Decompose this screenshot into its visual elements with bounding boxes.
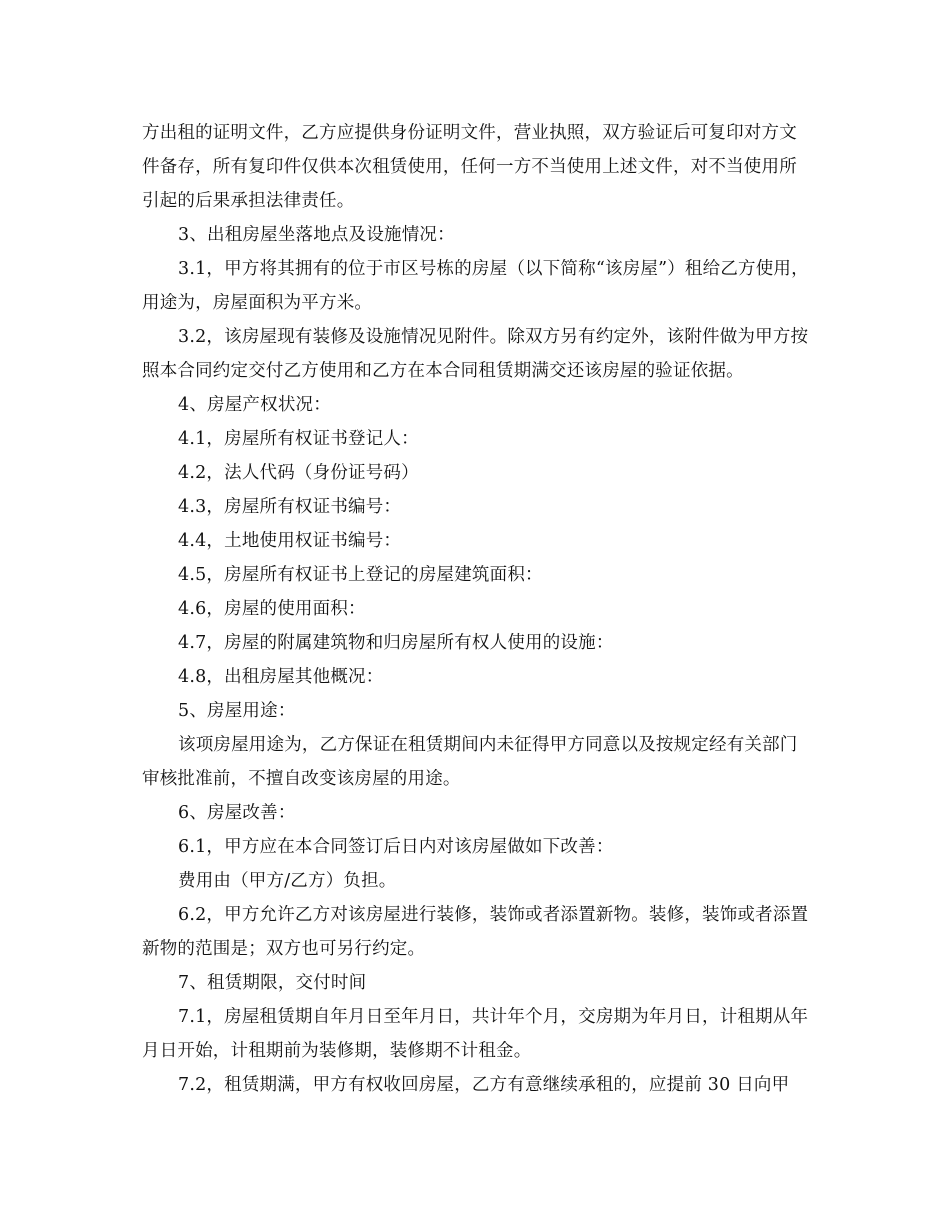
clause-3-2: 3.2，该房屋现有装修及设施情况见附件。除双方另有约定外，该附件做为甲方按照本合同约定交付乙方使用和乙方在本合同租赁期满交还该房屋的验证依据。 bbox=[142, 327, 809, 381]
clause-6-1-cost: 费用由（甲方/乙方）负担。 bbox=[178, 871, 397, 891]
section-5-heading: 5、房屋用途： bbox=[178, 701, 296, 721]
section-6-heading: 6、房屋改善： bbox=[178, 803, 296, 823]
clause-7-2: 7.2，租赁期满，甲方有权收回房屋，乙方有意继续承租的，应提前 30 日向甲 bbox=[178, 1075, 790, 1095]
clause-6-1: 6.1，甲方应在本合同签订后日内对该房屋做如下改善： bbox=[178, 837, 614, 857]
clause-4-6: 4.6，房屋的使用面积： bbox=[178, 599, 366, 619]
section-7-heading: 7、租赁期限，交付时间 bbox=[178, 973, 367, 993]
clause-4-8: 4.8，出租房屋其他概况： bbox=[178, 667, 384, 687]
clause-4-7: 4.7，房屋的附属建筑物和归房屋所有权人使用的设施： bbox=[178, 633, 614, 653]
clause-5-body: 该项房屋用途为，乙方保证在租赁期间内未征得甲方同意以及按规定经有关部门审核批准前，不擅自改变该房屋的用途。 bbox=[142, 735, 798, 789]
clause-4-4: 4.4，土地使用权证书编号： bbox=[178, 531, 402, 551]
clause-7-1: 7.1，房屋租赁期自年月日至年月日，共计年个月，交房期为年月日，计租期从年月日开始，计租期前为装修期，装修期不计租金。 bbox=[142, 1007, 809, 1061]
clause-4-5: 4.5，房屋所有权证书上登记的房屋建筑面积： bbox=[178, 565, 543, 585]
clause-4-3: 4.3，房屋所有权证书编号： bbox=[178, 497, 402, 517]
document-body bbox=[142, 116, 812, 1102]
paragraph-continuation: 方出租的证明文件，乙方应提供身份证明文件，营业执照，双方验证后可复印对方文件备存，所有复印件仅供本次租赁使用，任何一方不当使用上述文件，对不当使用所引起的后果承担法律责任。 bbox=[142, 123, 797, 211]
section-3-heading: 3、出租房屋坐落地点及设施情况： bbox=[178, 225, 455, 245]
clause-6-2: 6.2，甲方允许乙方对该房屋进行装修，装饰或者添置新物。装修，装饰或者添置新物的范围是；双方也可另行约定。 bbox=[142, 905, 809, 959]
clause-4-2: 4.2，法人代码（身份证号码） bbox=[178, 463, 419, 483]
section-4-heading: 4、房屋产权状况： bbox=[178, 395, 331, 415]
clause-4-1: 4.1，房屋所有权证书登记人： bbox=[178, 429, 419, 449]
clause-3-1: 3.1，甲方将其拥有的位于市区号栋的房屋（以下简称“该房屋”）租给乙方使用，用途为，房屋面积为平方米。 bbox=[142, 259, 809, 313]
